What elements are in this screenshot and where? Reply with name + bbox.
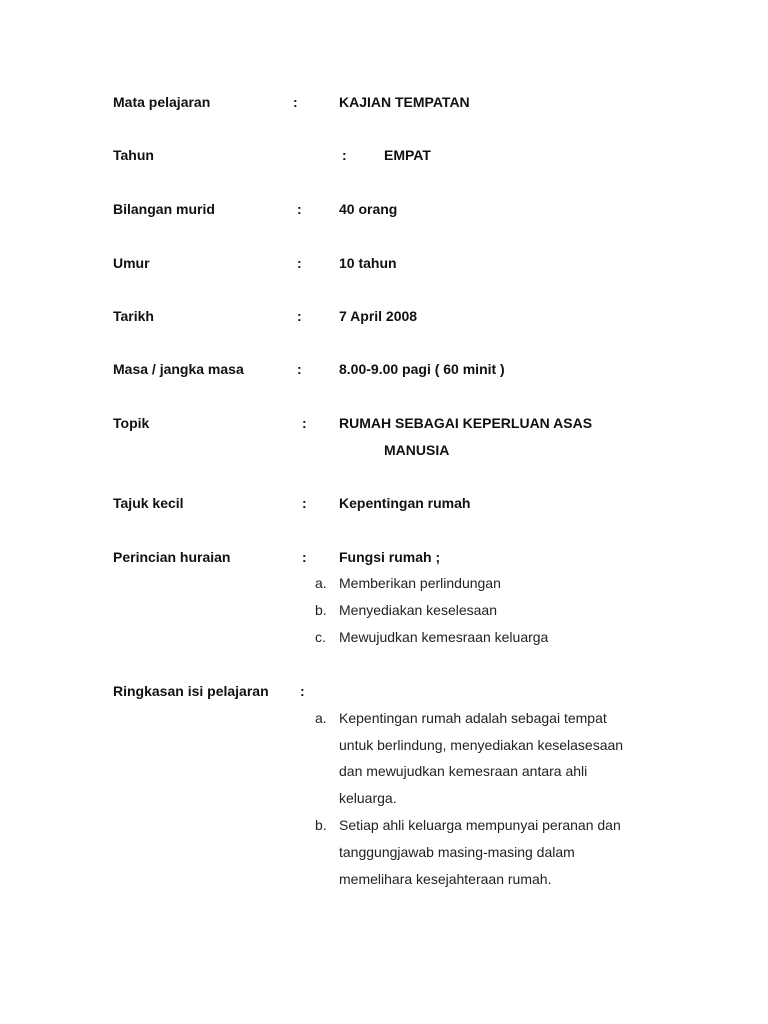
paragraph-line: Setiap ahli keluarga mempunyai peranan dan: [339, 817, 621, 833]
field-colon: :: [293, 94, 298, 110]
field-colon: :: [297, 308, 302, 324]
field-value-umur: 10 tahun: [339, 255, 397, 271]
field-label-perincian-huraian: Perincian huraian: [113, 549, 231, 565]
field-value-masa: 8.00-9.00 pagi ( 60 minit ): [339, 361, 505, 377]
list-item: Memberikan perlindungan: [339, 575, 501, 591]
field-colon: :: [297, 201, 302, 217]
list-item: Mewujudkan kemesraan keluarga: [339, 629, 549, 645]
field-value-perincian-huraian: Fungsi rumah ;: [339, 549, 441, 565]
field-value-tahun: EMPAT: [384, 147, 431, 163]
field-colon: :: [302, 495, 307, 511]
field-colon: :: [342, 147, 347, 163]
paragraph-line: memelihara kesejahteraan rumah.: [339, 871, 552, 887]
field-colon: :: [302, 549, 307, 565]
field-value-mata-pelajaran: KAJIAN TEMPATAN: [339, 94, 470, 110]
paragraph-line: dan mewujudkan kemesraan antara ahli: [339, 763, 588, 779]
paragraph-line: tanggungjawab masing-masing dalam: [339, 844, 575, 860]
field-label-umur: Umur: [113, 255, 150, 271]
field-value-topik-line2: MANUSIA: [384, 442, 450, 458]
field-label-ringkasan: Ringkasan isi pelajaran: [113, 683, 269, 699]
field-label-masa: Masa / jangka masa: [113, 361, 244, 377]
list-marker: a.: [315, 710, 327, 726]
list-marker: a.: [315, 575, 327, 591]
field-value-bilangan-murid: 40 orang: [339, 201, 398, 217]
field-colon: :: [300, 683, 305, 699]
field-colon: :: [297, 255, 302, 271]
field-colon: :: [297, 361, 302, 377]
paragraph-line: Kepentingan rumah adalah sebagai tempat: [339, 710, 607, 726]
paragraph-line: untuk berlindung, menyediakan keselasesaan: [339, 737, 624, 753]
field-label-mata-pelajaran: Mata pelajaran: [113, 94, 211, 110]
field-label-topik: Topik: [113, 415, 150, 431]
field-value-tajuk-kecil: Kepentingan rumah: [339, 495, 471, 511]
list-marker: c.: [315, 629, 326, 645]
list-item: Menyediakan keselesaan: [339, 602, 497, 618]
field-label-tarikh: Tarikh: [113, 308, 154, 324]
list-marker: b.: [315, 817, 327, 833]
field-colon: :: [302, 415, 307, 431]
field-label-bilangan-murid: Bilangan murid: [113, 201, 215, 217]
field-value-tarikh: 7 April 2008: [339, 308, 418, 324]
field-label-tajuk-kecil: Tajuk kecil: [113, 495, 184, 511]
paragraph-line: keluarga.: [339, 790, 397, 806]
list-marker: b.: [315, 602, 327, 618]
field-value-topik: RUMAH SEBAGAI KEPERLUAN ASAS: [339, 415, 593, 431]
field-label-tahun: Tahun: [113, 147, 154, 163]
